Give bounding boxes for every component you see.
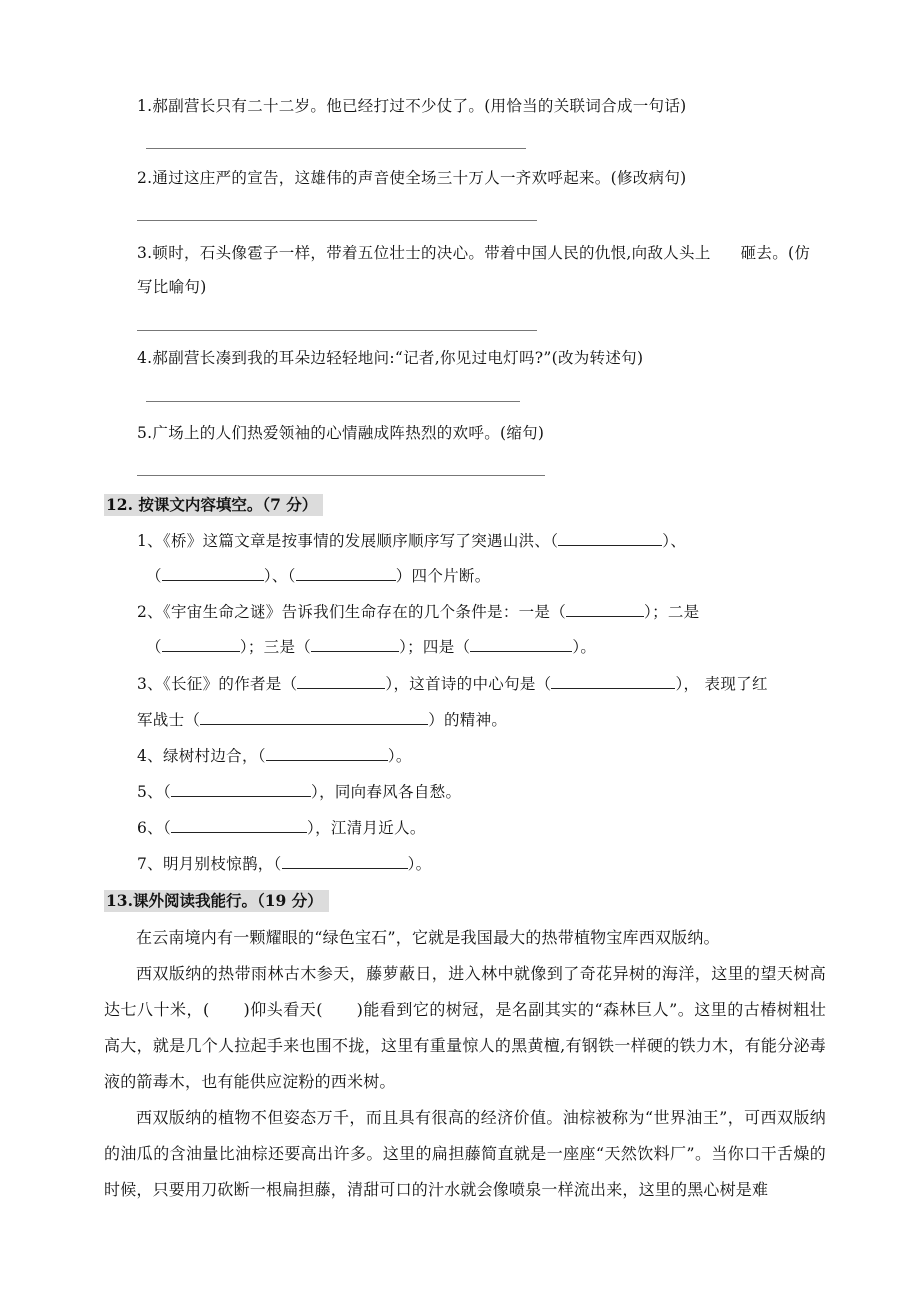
fill-q1-text-e: ）四个片断。	[395, 567, 491, 585]
fill-q2-blank-4[interactable]	[470, 637, 572, 652]
answer-line-5[interactable]	[137, 475, 545, 476]
fill-q3-text-b: ），这首诗的中心句是（	[385, 675, 552, 693]
fill-q2-line2	[146, 637, 596, 657]
fill-q5-blank[interactable]	[171, 782, 311, 797]
fill-q6-blank[interactable]	[171, 818, 307, 833]
fill-q1-blank-3[interactable]	[296, 566, 396, 581]
fill-q7-text-a: 7、明月别枝惊鹊，（	[137, 855, 282, 873]
fill-q1-line1	[137, 531, 686, 551]
fill-q1-text-c: （	[146, 567, 162, 585]
fill-q7-text-b: ）。	[407, 855, 432, 873]
fill-q3-text-e: ）的精神。	[428, 711, 508, 729]
fill-q1-line2	[146, 566, 491, 586]
fill-q1-blank-2[interactable]	[162, 566, 264, 581]
fill-q1-text-a: 1、《桥》这篇文章是按事情的发展顺序顺序写了突遇山洪、（	[137, 532, 559, 550]
fill-q2-text-c: （	[146, 638, 162, 656]
section-12-heading: 12. 按课文内容填空。（7 分）	[104, 494, 323, 516]
fill-q5	[137, 782, 461, 802]
fill-q2-text-e: ）；四是（	[399, 638, 471, 656]
reading-paragraph-3: 西双版纳的植物不但姿态万千，而且具有很高的经济价值。油棕被称为“世界油王”，可西双版纳的油瓜的含油量比油棕还要高出许多。这里的扁担藤简直就是一座座“天然饮料厂”。当你口干舌燥的时候，只要用刀砍断一根扁担藤，清甜可口的汁水就会像喷泉一样流出来，这里的黑心树是难	[104, 1108, 826, 1199]
fill-q3-blank-2[interactable]	[551, 674, 675, 689]
reading-paragraph-1: 在云南境内有一颗耀眼的“绿色宝石”，它就是我国最大的热带植物宝库西双版纳。	[136, 928, 720, 947]
fill-q6-text-a: 6、（	[137, 819, 172, 837]
reading-p2-text-b: )仰头看天(	[243, 1000, 323, 1019]
sentence-3	[137, 243, 810, 263]
reading-p2-text-a: 西双版纳的热带雨林古木参天，藤萝蔽日，进入林中就像到了奇花异树的海洋，这里的望天树高达七八十米，(	[104, 964, 826, 1019]
fill-q3-line2	[137, 710, 507, 730]
fill-q4-text-a: 4、绿树村边合，（	[137, 747, 266, 765]
fill-q2-blank-2[interactable]	[162, 637, 240, 652]
fill-q2-text-d: ）；三是（	[239, 638, 312, 656]
answer-line-3[interactable]	[137, 330, 537, 331]
reading-p2-text-c: )能看到它的树冠，是名副其实的“森林巨人”。这里的古椿树粗壮高大，就是几个人拉起手来也围不拢，这里有重量惊人的黑黄檀,有钢铁一样硬的铁力木，有能分泌毒液的箭毒木，也有能供应淀粉的西米树。	[104, 1000, 826, 1091]
fill-q2-line1	[137, 602, 699, 622]
sentence-3-part-b: 砸去。(仿	[740, 244, 811, 262]
answer-line-2[interactable]	[137, 220, 537, 221]
sentence-3-part-a: 3.顿时，石头像雹子一样，带着五位壮士的决心。带着中国人民的仇恨,向敌人头上	[137, 244, 711, 262]
sentence-4: 4.郝副营长凑到我的耳朵边轻轻地问:“记者,你见过电灯吗?”(改为转述句)	[137, 349, 644, 367]
section-13-heading: 13.课外阅读我能行。（19 分）	[104, 890, 329, 912]
fill-q1-blank-1[interactable]	[558, 531, 662, 546]
fill-q2-blank-1[interactable]	[566, 602, 644, 617]
fill-q3-blank-3[interactable]	[200, 710, 428, 725]
reading-paragraph-2	[104, 956, 826, 1100]
fill-q5-text-a: 5、（	[137, 783, 172, 801]
fill-q6	[137, 818, 426, 838]
sentence-3-continued: 写比喻句)	[137, 278, 207, 296]
fill-q2-text-f: ）。	[572, 638, 597, 656]
fill-q3-line1	[137, 674, 768, 694]
fill-q4-blank[interactable]	[266, 746, 388, 761]
answer-line-4[interactable]	[146, 401, 520, 402]
fill-q3-text-c: ）， 表现了红	[675, 675, 768, 693]
fill-q1-text-d: ）、（	[263, 567, 296, 585]
fill-q3-text-d: 军战士（	[137, 711, 201, 729]
sentence-2: 2.通过这庄严的宣告，这雄伟的声音使全场三十万人一齐欢呼起来。(修改病句)	[137, 169, 687, 187]
sentence-5: 5.广场上的人们热爱领袖的心情融成阵热烈的欢呼。(缩句)	[137, 424, 545, 442]
fill-q5-text-b: ），同向春风各自愁。	[311, 783, 462, 801]
fill-q4-text-b: ）。	[387, 747, 412, 765]
fill-q3-text-a: 3、《长征》的作者是（	[137, 675, 298, 693]
fill-q7	[137, 854, 431, 874]
fill-q6-text-b: ），江清月近人。	[307, 819, 426, 837]
fill-q2-text-a: 2、《宇宙生命之谜》告诉我们生命存在的几个条件是：一是（	[137, 603, 567, 621]
fill-q3-blank-1[interactable]	[297, 674, 385, 689]
fill-q2-text-b: ）；二是	[644, 603, 700, 621]
fill-q4	[137, 746, 412, 766]
fill-q1-text-b: ）、	[662, 532, 687, 550]
answer-line-1[interactable]	[146, 148, 526, 149]
fill-q2-blank-3[interactable]	[311, 637, 399, 652]
sentence-1: 1.郝副营长只有二十二岁。他已经打过不少仗了。(用恰当的关联词合成一句话)	[137, 97, 687, 115]
fill-q7-blank[interactable]	[282, 854, 408, 869]
